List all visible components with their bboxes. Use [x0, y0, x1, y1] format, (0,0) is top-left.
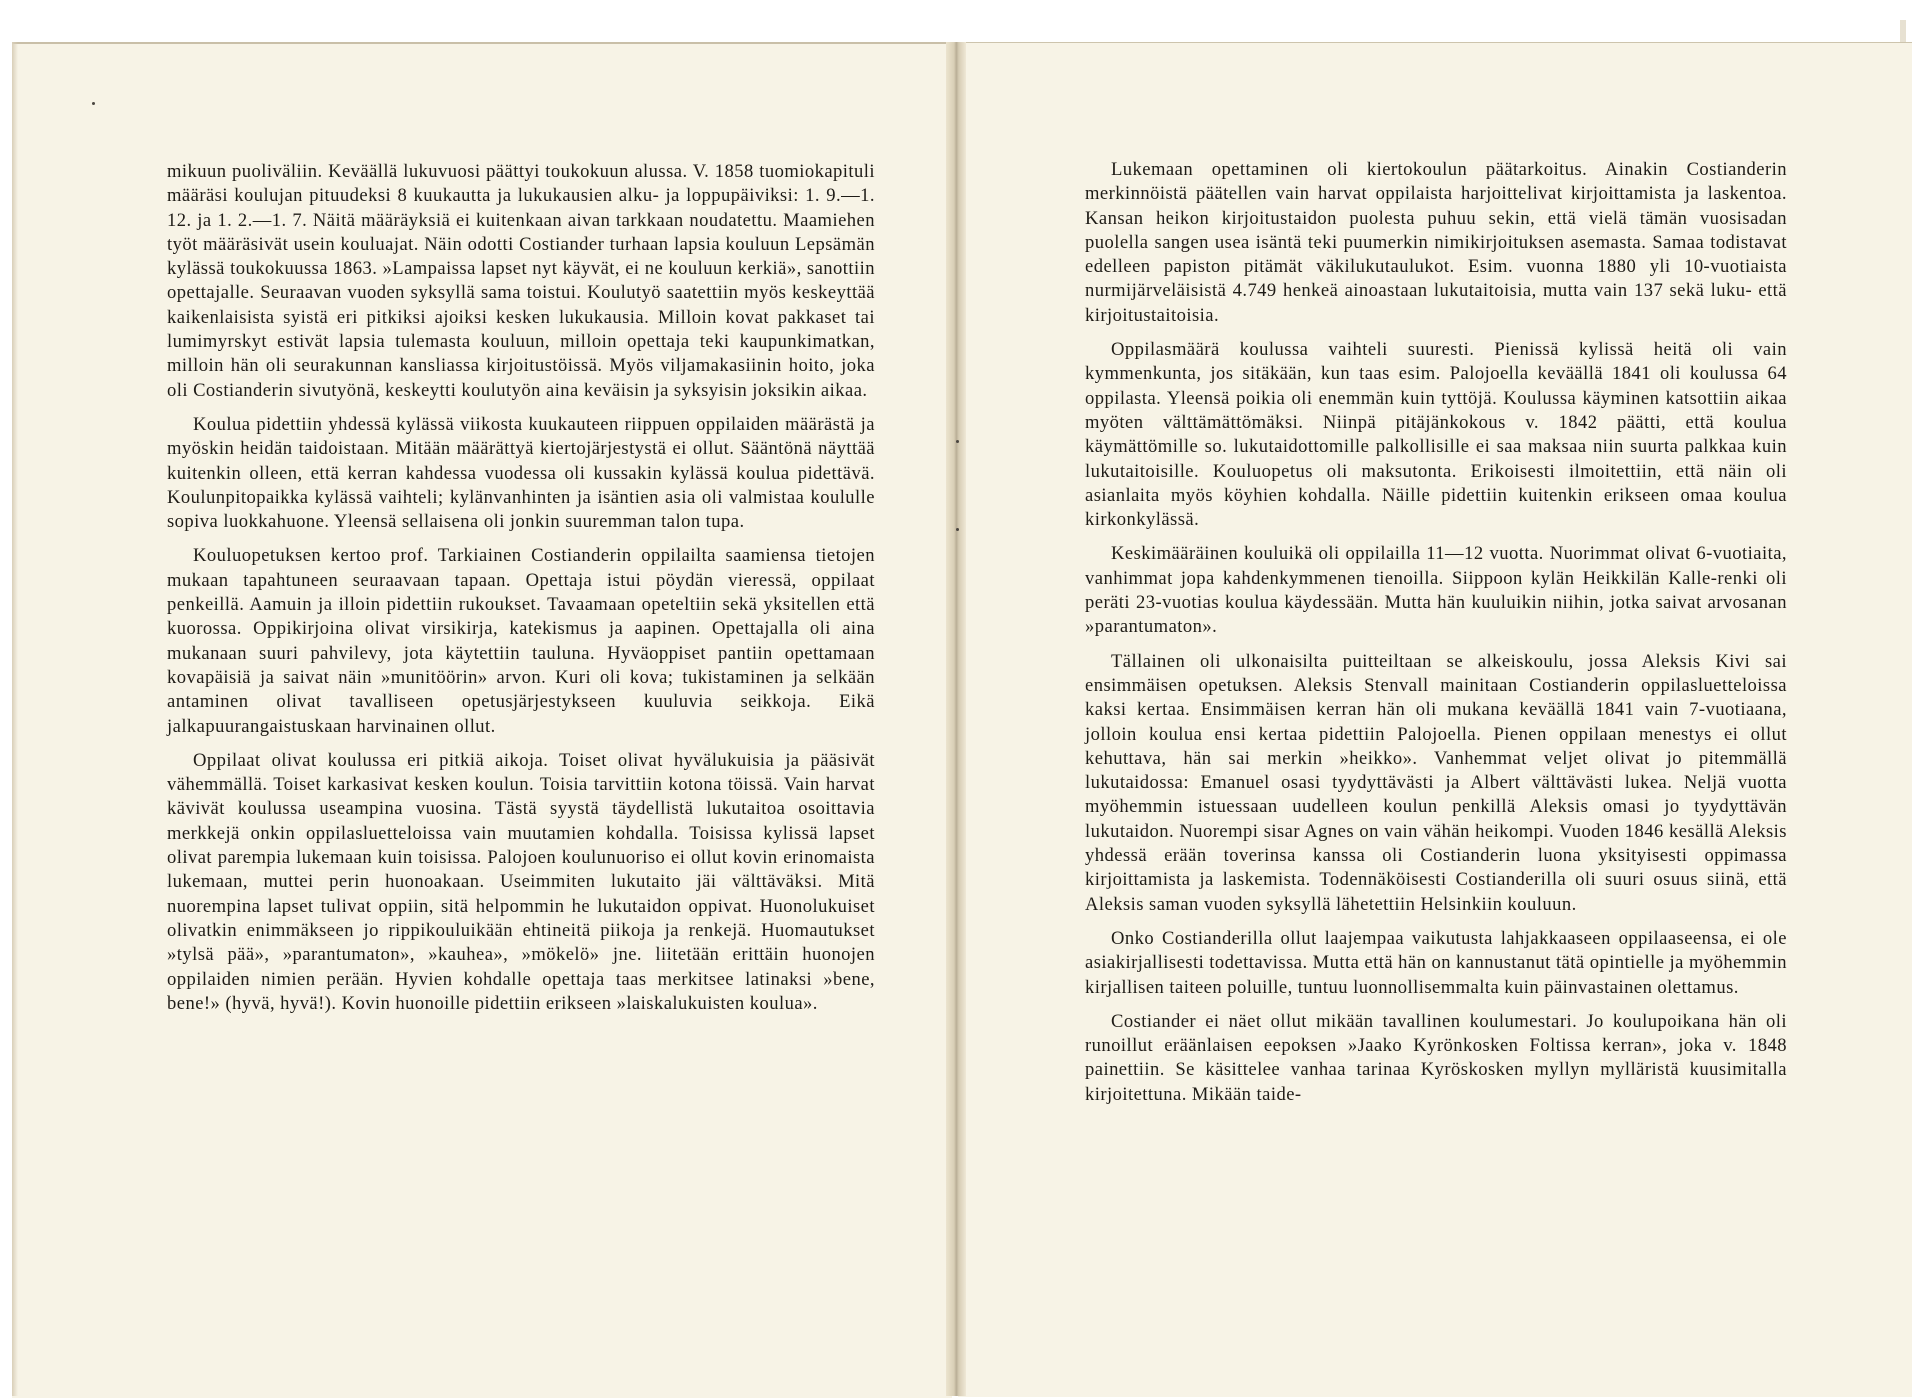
- scan-speck: [92, 102, 95, 105]
- paragraph: Koulua pidettiin yhdessä kylässä viikosta kuukauteen riippuen oppilaiden määrästä ja myöskin heidän taidoistaan. Mitään määrättyä kiertojärjestystä ei ollut. Sääntönä näyttää kuitenkin olleen, että kerran kahdessa vuodessa oli kussakin kylässä koulua pidettävä. Koulunpitopaikka kylässä vaihteli; kylänvanhinten ja isäntien asia oli valmistaa koululle sopiva luokkahuone. Yleensä sellaisena oli jonkin suuremman talon tupa.: [167, 413, 875, 533]
- scan-speck: [956, 528, 959, 531]
- paragraph: Costiander ei näet ollut mikään tavallinen koulumestari. Jo koulupoikana hän oli runoillut eräänlaisen eepoksen »Jaako Kyrönkosken Foltissa kerran», joka v. 1848 painettiin. Se käsittelee vanhaa tarinaa Kyröskosken myllyn mylläristä kuusimitalla kirjoitettuna. Mikään taide-: [1085, 1010, 1787, 1105]
- paragraph: Keskimääräinen kouluikä oli oppilailla 11—12 vuotta. Nuorimmat olivat 6-vuotiaita, vanhimmat jopa kahdenkymmenen tienoilla. Siippoon kylän Heikkilän Kalle-renki oli peräti 23-vuotias koulua käydessään. Mutta hän kuuluikin niihin, jotka saivat arvosanan »parantumaton».: [1085, 543, 1787, 638]
- paragraph: Onko Costianderilla ollut laajempaa vaikutusta lahjakkaaseen oppilaaseensa, ei ole asiakirjallisesti todettavissa. Mutta että hän on kannustanut tätä opintielle ja myöhemmin kirjallisen taiteen poluille, tuntuu luonnollisemmalta kuin päinvastainen olettamus.: [1085, 927, 1787, 998]
- paragraph: Lukemaan opettaminen oli kiertokoulun päätarkoitus. Ainakin Costianderin merkinnöistä päätellen vain harvat oppilaista harjoittelivat kirjoittamista ja laskentoa. Kansan heikon kirjoitustaidon puolesta puhuu sekin, että vielä tämän vuosisadan puolella sangen usea isäntä teki puumerkin nimikirjoituksen asemasta. Samaa todistavat edelleen papiston pitämät väkilukutaulukot. Esim. vuonna 1880 yli 10-vuotiaista nurmijärveläisistä 4.749 henkeä ainoastaan lukutaitoisia, mutta vain 137 sekä luku- että kirjoitustaitoisia.: [1085, 159, 1787, 326]
- left-page-text: [167, 160, 875, 1026]
- right-page-text: [1085, 158, 1787, 1117]
- paragraph: Oppilasmäärä koulussa vaihteli suuresti. Pienissä kylissä heitä oli vain kymmenkunta, jos sitäkään, kun taas esim. Palojoella keväällä 1841 oli koulussa 64 oppilasta. Yleensä poikia oli enemmän kuin tyttöjä. Koulussa käyminen katsottiin aikaa myöten välttämättömäksi. Niinpä pitäjänkokous v. 1842 päätti, että koulua käymättömille so. lukutaidottomille palkollisille ei saa maksaa niin suurta palkkaa kuin lukutaitoisille. Kouluopetus oli maksutonta. Erikoisesti ilmoitettiin, että näin oli asianlaita myös köyhien kohdalla. Näille pidettiin kuitenkin erikseen omaa koulua kirkonkylässä.: [1085, 339, 1787, 531]
- paragraph: Kouluopetuksen kertoo prof. Tarkiainen Costianderin oppilailta saamiensa tietojen mukaan tapahtuneen seuraavaan tapaan. Opettaja istui pöydän vieressä, oppilaat penkeillä. Aamuin ja illoin pidettiin rukoukset. Tavaamaan opeteltiin sekä yksitellen että kuorossa. Oppikirjoina olivat virsikirja, katekismus ja aapinen. Opettajalla oli aina mukanaan suuri pahvilevy, jota käytettiin tauluna. Hyväoppiset pantiin opettamaan kovapäisiä ja saivat näin »munitöörin» arvon. Kuri oli kova; tukistaminen ja selkään antaminen olivat tavalliseen opetusjärjestykseen kuuluvia seikkoja. Eikä jalkapuurangaistuskaan harvinainen ollut.: [167, 545, 875, 737]
- paragraph: mikuun puoliväliin. Keväällä lukuvuosi päättyi toukokuun alussa. V. 1858 tuomiokapituli määräsi koulujan pituudeksi 8 kuukautta ja lukukausien alku- ja loppupäiviksi: 1. 9.—1. 12. ja 1. 2.—1. 7. Näitä määräyksiä ei kuitenkaan aivan tarkkaan noudatettu. Maamiehen työt määräsivät usein kouluajat. Näin odotti Costiander turhaan lapsia kouluun Lepsämän kylässä toukokuussa 1863. »Lampaissa lapset nyt käyvät, ei ne kouluun kerkiä», sanottiin opettajalle. Seuraavan vuoden syksyllä sama toistui. Koulutyö saatettiin myös keskeyttää kaikenlaisista syistä eri pitkiksi ajoiksi kesken lukukausia. Milloin kovat pakkaset tai lumimyrskyt estivät lapsia tulemasta kouluun, milloin opettaja teki kaupunkimatkan, milloin hän oli seurakunnan kansliassa kirjoitustöissä. Myös viljamakasiinin hoito, joka oli Costianderin sivutyönä, keskeytti koulutyön aina keväisin ja syksyisin joksikin aikaa.: [167, 161, 875, 401]
- book-gutter: [946, 42, 966, 1396]
- paragraph: Tällainen oli ulkonaisilta puitteiltaan se alkeiskoulu, jossa Aleksis Kivi sai ensimmäisen opetuksen. Aleksis Stenvall mainitaan Costianderin oppilasluetteloissa kaksi kertaa. Ensimmäisen kerran hän oli mukana keväällä 1841 vain 7-vuotiaana, jolloin koulua ensi kertaa pidettiin Palojoella. Pienen oppilaan menestys ei ollut kehuttava, hän sai merkin »heikko». Vanhemmat veljet olivat jo pitemmällä lukutaidossa: Emanuel osasi tyydyttävästi ja Albert välttävästi lukea. Neljä vuotta myöhemmin istuessaan uudelleen koulun penkillä Aleksis omasi jo tyydyttävän lukutaidon. Nuorempi sisar Agnes on vain vähän heikompi. Vuoden 1846 kesällä Aleksis yhdessä erään toverinsa kanssa oli Costianderin luona yksityisesti oppimassa kirjoittamista ja laskemista. Todennäköisesti Costianderilla oli suuri osuus siinä, että Aleksis saman vuoden syksyllä lähetettiin Helsinkiin kouluun.: [1085, 650, 1787, 915]
- scan-speck: [956, 440, 959, 443]
- paragraph: Oppilaat olivat koulussa eri pitkiä aikoja. Toiset olivat hyvälukuisia ja pääsivät vähemmällä. Toiset karkasivat kesken koulun. Toisia tarvittiin kotona töissä. Vain harvat kävivät koulussa useampina vuosina. Tästä syystä täydellistä lukutaitoa osoittavia merkkejä onkin oppilasluetteloissa vain muutamien kohdalla. Toisissa kylissä lapset olivat parempia lukemaan kuin toisissa. Palojoen koulunuoriso ei ollut kovin erinomaista lukemaan, muttei perin huonoakaan. Useimmiten lukutaito jäi välttäväksi. Mitä nuorempina lapset tulivat oppiin, sitä helpommin he lukutaidon oppivat. Huonolukuiset olivatkin enimmäkseen jo rippikouluikään ehtineitä piikoja ja renkejä. Huomautukset »tylsä pää», »parantumaton», »kauhea», »mökelö» jne. liitetään erittäin huonojen oppilaiden nimien perään. Hyvien kohdalle opettaja taas merkitsee latinaksi »bene, bene!» (hyvä, hyvä!). Kovin huonoille pidettiin erikseen »laiskalukuisten koulua».: [167, 749, 875, 1014]
- page-edge-shadow: [12, 42, 18, 1396]
